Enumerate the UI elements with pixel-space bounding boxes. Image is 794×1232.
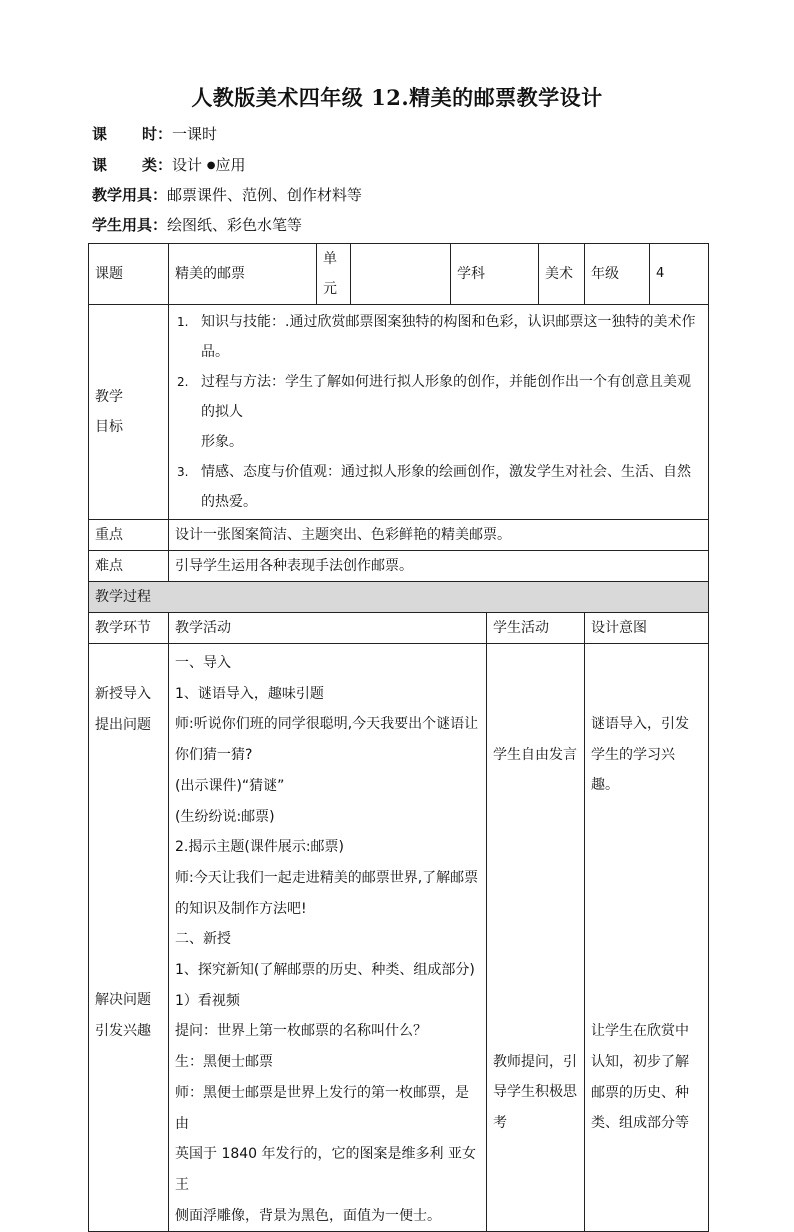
meta-period-value: 一课时: [172, 125, 218, 143]
meta-period-label: 课 时：: [92, 125, 172, 143]
stage1-line: 新授导入: [95, 686, 151, 702]
unit-label: 单元: [317, 244, 351, 305]
activity-line: 师：黑便士邮票是世界上发行的第一枚邮票，是由: [175, 1084, 469, 1132]
activity-line: (生纷纷说:邮票): [175, 808, 275, 825]
intent-2: 认知，初步了解: [591, 1053, 689, 1070]
meta-type-value-2: 应用: [215, 156, 246, 174]
meta-student-value: 绘图纸、彩色水笔等: [167, 216, 303, 234]
meta-student-label: 学生用具：: [92, 216, 168, 234]
activity-line: (出示课件)“猜谜”: [175, 777, 285, 794]
student-activity-2: 考: [493, 1115, 507, 1132]
activity-line: 提问：世界上第一枚邮票的名称叫什么？: [175, 1023, 427, 1040]
goal-item: 2. 过程与方法：学生了解如何进行拟人形象的创作，并能创作出一个有创意且美观的拟人: [177, 374, 691, 420]
meta-period: [92, 124, 217, 144]
meta-type-value-1: 设计: [172, 156, 203, 174]
activity-line: 英国于 1840 年发行的，它的图案是维多利 亚女王: [175, 1146, 476, 1193]
topic-value: 精美的邮票: [169, 244, 317, 305]
activity-line: 1、谜语导入，趣味引题: [175, 685, 324, 702]
stage-cell: [89, 644, 169, 1232]
page-title: 人教版美术四年级 12.精美的邮票教学设计: [191, 85, 603, 110]
stage1-line: 提出问题: [95, 716, 151, 733]
intent-2: 类、组成部分等: [591, 1115, 689, 1132]
difficulty-text: 引导学生运用各种表现手法创作邮票。: [169, 551, 709, 582]
difficulty-row: [89, 551, 709, 582]
col-activity: 教学活动: [169, 613, 487, 644]
header-row: [89, 244, 709, 305]
meta-student-tools: [92, 215, 302, 235]
meta-type-label: 课 类：: [92, 156, 172, 174]
subject-label: 学科: [451, 244, 539, 305]
intent-cell: [585, 644, 709, 1232]
activity-line: 侧面浮雕像，背景为黑色，面值为一便士。: [175, 1207, 441, 1224]
meta-type: [92, 155, 246, 176]
activity-line: 二、新授: [175, 931, 231, 948]
activity-line: 的知识及制作方法吧!: [175, 900, 307, 917]
student-activity-2: 导学生积极思: [493, 1084, 577, 1101]
meta-teacher-value: 邮票课件、范例、创作材料等: [167, 186, 363, 204]
student-activity-1: 学生自由发言: [493, 747, 577, 763]
meta-teacher-tools: [92, 185, 362, 205]
student-activity-2: 教师提问，引: [493, 1053, 577, 1070]
difficulty-label: 难点: [89, 551, 169, 582]
activity-line: 生：黑便士邮票: [175, 1054, 273, 1071]
intent-1: 学生的学习兴趣。: [591, 746, 675, 794]
process-content-row: [89, 644, 709, 1232]
key-point-label: 重点: [89, 520, 169, 551]
activity-line: 2.揭示主题(课件展示:邮票): [175, 839, 344, 856]
key-point-row: [89, 520, 709, 551]
grade-value: 4: [650, 244, 709, 305]
key-point-text: 设计一张图案简洁、主题突出、色彩鲜艳的精美邮票。: [169, 520, 709, 551]
activity-line: 1）看视频: [175, 992, 240, 1009]
lesson-plan-table: [88, 243, 709, 1232]
intent-1: 谜语导入，引发: [591, 716, 689, 732]
activity-line: 1、探究新知(了解邮票的历史、种类、组成部分): [175, 962, 475, 979]
bullet-dot-icon: ●: [206, 160, 216, 171]
meta-teacher-label: 教学用具：: [92, 186, 168, 204]
goals-content: [169, 305, 709, 520]
stage2-line: 解决问题: [95, 992, 151, 1009]
stage2-line: 引发兴趣: [95, 1023, 151, 1040]
activity-cell: [169, 644, 487, 1232]
intent-2: 让学生在欣赏中: [591, 1023, 689, 1040]
goals-row: [89, 305, 709, 520]
process-header-row: [89, 582, 709, 613]
activity-line: 师:听说你们班的同学很聪明,今天我要出个谜语让: [175, 716, 479, 733]
activity-line: 师:今天让我们一起走进精美的邮票世界,了解邮票: [175, 869, 479, 886]
process-header: 教学过程: [89, 582, 709, 613]
activity-line: 你们猜一猜?: [175, 747, 253, 764]
col-student: 学生活动: [487, 613, 585, 644]
topic-label: 课题: [89, 244, 169, 305]
process-columns-row: [89, 613, 709, 644]
goal-item: 3. 情感、态度与价值观：通过拟人形象的绘画创作，激发学生对社会、生活、自然的热爱。: [177, 464, 691, 510]
activity-line: 一、导入: [175, 655, 231, 671]
unit-value: [351, 244, 451, 305]
goal-item: 1. 知识与技能：.通过欣赏邮票图案独特的构图和色彩，认识邮票这一独特的美术作品。: [177, 314, 696, 360]
goals-label: 教学 目标: [89, 305, 169, 520]
subject-value: 美术: [539, 244, 585, 305]
col-stage: 教学环节: [89, 613, 169, 644]
col-intent: 设计意图: [585, 613, 709, 644]
goal-item-cont: 形象。: [201, 434, 243, 450]
intent-2: 邮票的历史、种: [591, 1084, 689, 1101]
student-cell: [487, 644, 585, 1232]
grade-label: 年级: [585, 244, 650, 305]
